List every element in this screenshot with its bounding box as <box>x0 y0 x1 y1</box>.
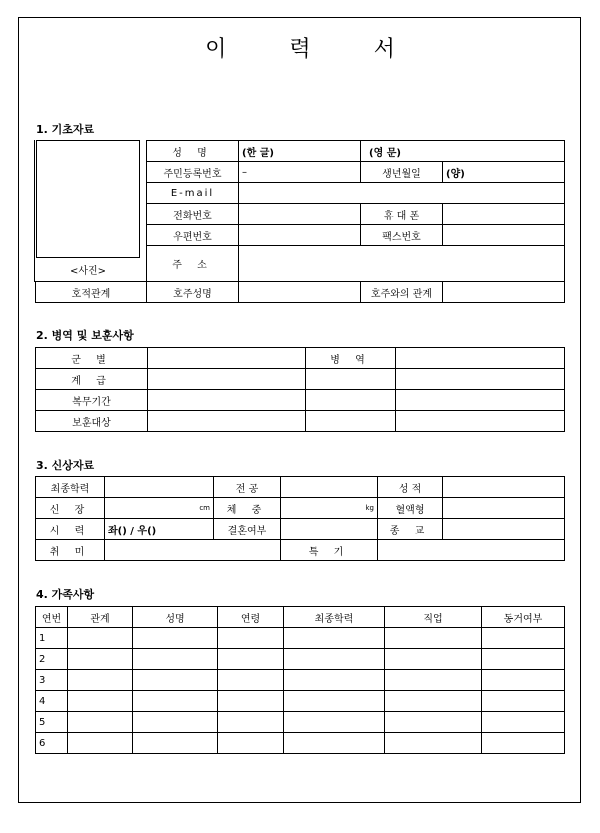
family-cell[interactable] <box>218 670 284 691</box>
hobby-field[interactable] <box>105 540 281 561</box>
birth-field[interactable]: (양) <box>443 162 565 183</box>
grade-field[interactable] <box>443 477 565 498</box>
empty-cell[interactable] <box>306 369 396 390</box>
family-cell[interactable] <box>385 670 482 691</box>
family-cell[interactable] <box>133 733 218 754</box>
fax-field[interactable] <box>443 225 565 246</box>
section-family-title: 4. 가족사항 <box>36 588 95 601</box>
empty-cell[interactable] <box>396 390 565 411</box>
family-header: 관계 <box>68 607 133 628</box>
military-table <box>35 347 565 432</box>
religion-label: 종 교 <box>378 519 443 540</box>
family-cell[interactable] <box>385 733 482 754</box>
skill-field[interactable] <box>378 540 565 561</box>
family-cell[interactable] <box>218 733 284 754</box>
head-name-label: 호주성명 <box>147 282 239 303</box>
family-cell[interactable] <box>284 712 385 733</box>
family-cell[interactable] <box>68 628 133 649</box>
height-label: 신 장 <box>36 498 105 519</box>
phone-label: 전화번호 <box>147 204 239 225</box>
family-cell[interactable] <box>218 691 284 712</box>
resident-no-field[interactable]: – <box>239 162 361 183</box>
head-relation-field[interactable] <box>443 282 565 303</box>
grade-label: 성 적 <box>378 477 443 498</box>
empty-cell[interactable] <box>396 411 565 432</box>
family-header: 성명 <box>133 607 218 628</box>
family-header: 동거여부 <box>482 607 565 628</box>
email-field[interactable] <box>239 183 565 204</box>
veteran-field[interactable] <box>148 411 306 432</box>
postal-label: 우편번호 <box>147 225 239 246</box>
family-cell[interactable] <box>482 670 565 691</box>
family-register-table <box>35 281 565 303</box>
family-cell[interactable] <box>133 670 218 691</box>
mobile-field[interactable] <box>443 204 565 225</box>
personal-table <box>35 476 565 561</box>
period-label: 복무기간 <box>36 390 148 411</box>
family-row-number: 3 <box>36 670 68 691</box>
family-row <box>36 712 565 733</box>
photo-border <box>34 140 35 282</box>
height-field[interactable]: cm <box>105 498 214 519</box>
family-header: 직업 <box>385 607 482 628</box>
family-cell[interactable] <box>284 670 385 691</box>
email-label: E-mail <box>147 183 239 204</box>
weight-field[interactable]: kg <box>281 498 378 519</box>
family-cell[interactable] <box>284 628 385 649</box>
family-cell[interactable] <box>284 733 385 754</box>
family-header: 연번 <box>36 607 68 628</box>
family-cell[interactable] <box>482 733 565 754</box>
family-cell[interactable] <box>385 628 482 649</box>
family-row <box>36 670 565 691</box>
family-table <box>35 606 565 754</box>
empty-cell[interactable] <box>306 390 396 411</box>
document-title: 이 력 서 <box>205 37 423 62</box>
resident-no-label: 주민등록번호 <box>147 162 239 183</box>
family-cell[interactable] <box>218 712 284 733</box>
marital-label: 결혼여부 <box>214 519 281 540</box>
phone-field[interactable] <box>239 204 361 225</box>
family-cell[interactable] <box>133 628 218 649</box>
family-cell[interactable] <box>68 733 133 754</box>
fax-label: 팩스번호 <box>361 225 443 246</box>
name-english-field[interactable]: (영 문) <box>361 141 565 162</box>
family-header: 연령 <box>218 607 284 628</box>
vision-label: 시 력 <box>36 519 105 540</box>
family-row <box>36 628 565 649</box>
family-row <box>36 649 565 670</box>
family-cell[interactable] <box>482 712 565 733</box>
address-label: 주 소 <box>147 246 239 282</box>
section-personal-title: 3. 신상자료 <box>36 459 95 472</box>
family-cell[interactable] <box>68 712 133 733</box>
service-field[interactable] <box>396 348 565 369</box>
mobile-label: 휴 대 폰 <box>361 204 443 225</box>
blood-field[interactable] <box>443 498 565 519</box>
name-korean-field[interactable]: (한 글) <box>239 141 361 162</box>
empty-cell[interactable] <box>306 411 396 432</box>
rank-field[interactable] <box>148 369 306 390</box>
family-cell[interactable] <box>133 649 218 670</box>
marital-field[interactable] <box>281 519 378 540</box>
family-cell[interactable] <box>68 670 133 691</box>
name-label: 성 명 <box>147 141 239 162</box>
blood-label: 혈액형 <box>378 498 443 519</box>
weight-label: 체 중 <box>214 498 281 519</box>
address-field[interactable] <box>239 246 565 282</box>
branch-label: 군 별 <box>36 348 148 369</box>
family-cell[interactable] <box>218 649 284 670</box>
major-field[interactable] <box>281 477 378 498</box>
head-relation-label: 호주와의 관계 <box>361 282 443 303</box>
family-relation-label: 호적관계 <box>36 282 147 303</box>
family-row-number: 2 <box>36 649 68 670</box>
education-field[interactable] <box>105 477 214 498</box>
vision-field[interactable]: 좌() / 우() <box>105 519 214 540</box>
veteran-label: 보훈대상 <box>36 411 148 432</box>
education-label: 최종학력 <box>36 477 105 498</box>
family-cell[interactable] <box>385 712 482 733</box>
family-cell[interactable] <box>385 649 482 670</box>
postal-field[interactable] <box>239 225 361 246</box>
branch-field[interactable] <box>148 348 306 369</box>
major-label: 전 공 <box>214 477 281 498</box>
family-cell[interactable] <box>218 628 284 649</box>
family-header: 최종학력 <box>284 607 385 628</box>
empty-cell[interactable] <box>396 369 565 390</box>
photo-box[interactable] <box>36 140 140 258</box>
family-row <box>36 733 565 754</box>
rank-label: 계 급 <box>36 369 148 390</box>
family-row-number: 1 <box>36 628 68 649</box>
family-cell[interactable] <box>284 691 385 712</box>
birth-label: 생년월일 <box>361 162 443 183</box>
service-label: 병 역 <box>306 348 396 369</box>
family-row-number: 4 <box>36 691 68 712</box>
section-military-title: 2. 병역 및 보훈사항 <box>36 329 134 342</box>
skill-label: 특 기 <box>281 540 378 561</box>
family-cell[interactable] <box>385 691 482 712</box>
family-cell[interactable] <box>284 649 385 670</box>
head-name-field[interactable] <box>239 282 361 303</box>
family-cell[interactable] <box>133 691 218 712</box>
family-row-number: 6 <box>36 733 68 754</box>
section-basic-title: 1. 기초자료 <box>36 123 95 136</box>
period-field[interactable] <box>148 390 306 411</box>
hobby-label: 취 미 <box>36 540 105 561</box>
family-cell[interactable] <box>133 712 218 733</box>
family-cell[interactable] <box>68 649 133 670</box>
family-row-number: 5 <box>36 712 68 733</box>
family-cell[interactable] <box>482 628 565 649</box>
photo-label: <사진> <box>69 266 107 277</box>
basic-info-table <box>146 140 565 282</box>
family-cell[interactable] <box>68 691 133 712</box>
family-row <box>36 691 565 712</box>
family-cell[interactable] <box>482 691 565 712</box>
family-cell[interactable] <box>482 649 565 670</box>
religion-field[interactable] <box>443 519 565 540</box>
